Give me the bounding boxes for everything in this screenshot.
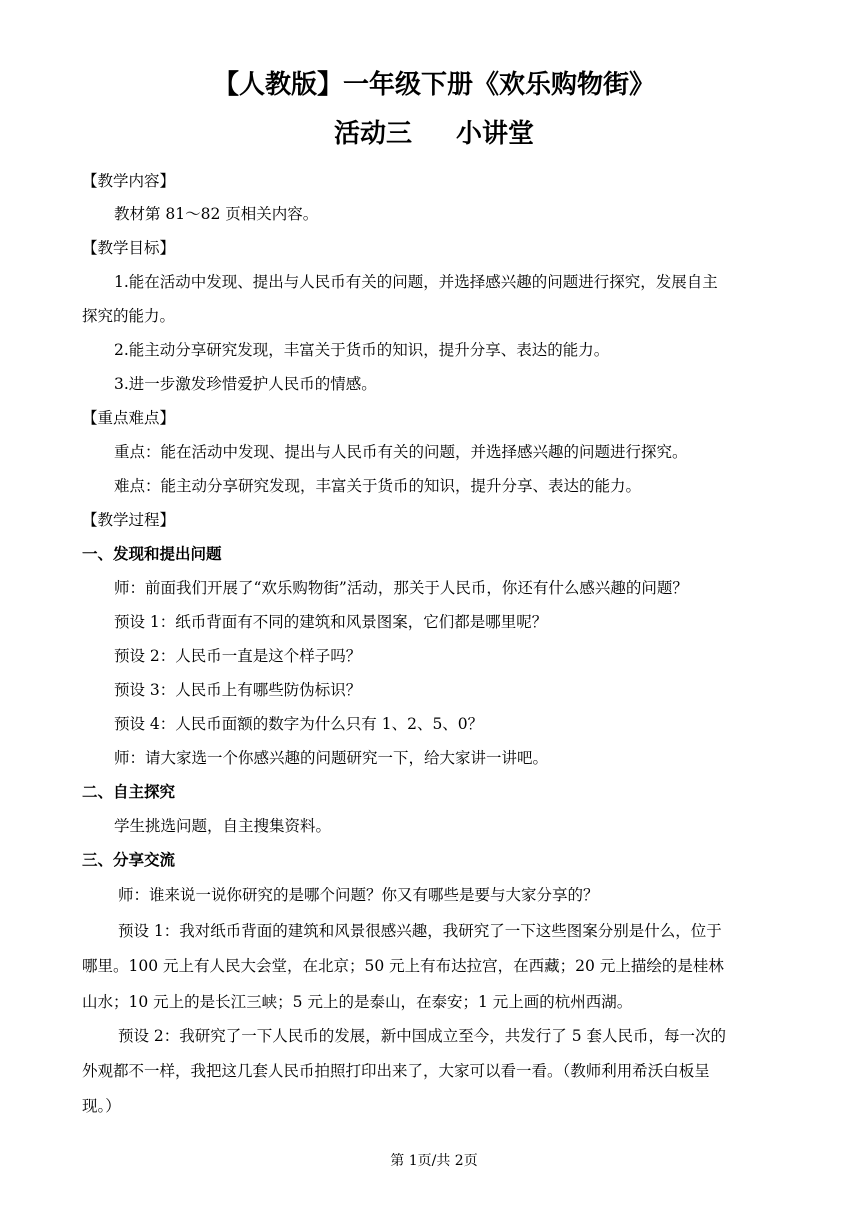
paragraph-line: 师：请大家选一个你感兴趣的问题研究一下，给大家讲一讲吧。 xyxy=(114,749,549,767)
paragraph-line: 2.能主动分享研究发现，丰富关于货币的知识，提升分享、表达的能力。 xyxy=(114,341,610,359)
paragraph-line: 预设 3：人民币上有哪些防伪标识？ xyxy=(114,681,362,699)
paragraph-line: 探究的能力。 xyxy=(82,307,176,325)
paragraph-line: 预设 2：我研究了一下人民币的发展，新中国成立至今，共发行了 5 套人民币，每一次的 xyxy=(118,1027,727,1045)
paragraph-line: 师：前面我们开展了“欢乐购物街”活动，那关于人民币，你还有什么感兴趣的问题？ xyxy=(114,579,688,597)
section-label-goals: 【教学目标】 xyxy=(82,239,176,257)
subtitle-topic: 小讲堂 xyxy=(456,119,535,149)
document-subtitle xyxy=(0,117,868,151)
document-title: 【人教版】一年级下册《欢乐购物街》 xyxy=(212,70,655,100)
paragraph-line: 难点：能主动分享研究发现，丰富关于货币的知识，提升分享、表达的能力。 xyxy=(114,477,642,495)
section-label-content: 【教学内容】 xyxy=(82,172,176,190)
paragraph-line: 现。） xyxy=(82,1097,121,1115)
paragraph-line: 预设 1：纸币背面有不同的建筑和风景图案，它们都是哪里呢？ xyxy=(114,613,548,631)
paragraph-line: 师：谁来说一说你研究的是哪个问题？你又有哪些是要与大家分享的？ xyxy=(118,886,599,904)
section-heading-1: 一、发现和提出问题 xyxy=(82,545,222,563)
paragraph-line: 哪里。100 元上有人民大会堂，在北京；50 元上有布达拉宫，在西藏；20 元上描绘的是桂林 xyxy=(82,957,724,975)
paragraph-line: 预设 4：人民币面额的数字为什么只有 1、2、5、0？ xyxy=(114,715,484,733)
page-number: 第 1页/共 2页 xyxy=(390,1153,478,1169)
section-label-process: 【教学过程】 xyxy=(82,511,176,529)
section-heading-2: 二、自主探究 xyxy=(82,783,176,801)
paragraph-line: 教材第 81～82 页相关内容。 xyxy=(114,205,319,223)
paragraph-line: 预设 2：人民币一直是这个样子吗？ xyxy=(114,647,362,665)
section-heading-3: 三、分享交流 xyxy=(82,851,176,869)
paragraph-line: 3.进一步激发珍惜爱护人民币的情感。 xyxy=(114,375,377,393)
paragraph-line: 山水；10 元上的是长江三峡；5 元上的是泰山，在泰安；1 元上画的杭州西湖。 xyxy=(82,993,633,1011)
paragraph-line: 外观都不一样，我把这几套人民币拍照打印出来了，大家可以看一看。（教师利用希沃白板呈 xyxy=(82,1062,710,1080)
subtitle-activity: 活动三 xyxy=(333,119,412,149)
paragraph-line: 学生挑选问题，自主搜集资料。 xyxy=(114,817,332,835)
paragraph-line: 1.能在活动中发现、提出与人民币有关的问题，并选择感兴趣的问题进行探究，发展自主 xyxy=(114,273,718,291)
paragraph-line: 预设 1：我对纸币背面的建筑和风景很感兴趣，我研究了一下这些图案分别是什么，位于 xyxy=(118,922,722,940)
section-label-key-points: 【重点难点】 xyxy=(82,409,176,427)
paragraph-line: 重点：能在活动中发现、提出与人民币有关的问题，并选择感兴趣的问题进行探究。 xyxy=(114,443,688,461)
